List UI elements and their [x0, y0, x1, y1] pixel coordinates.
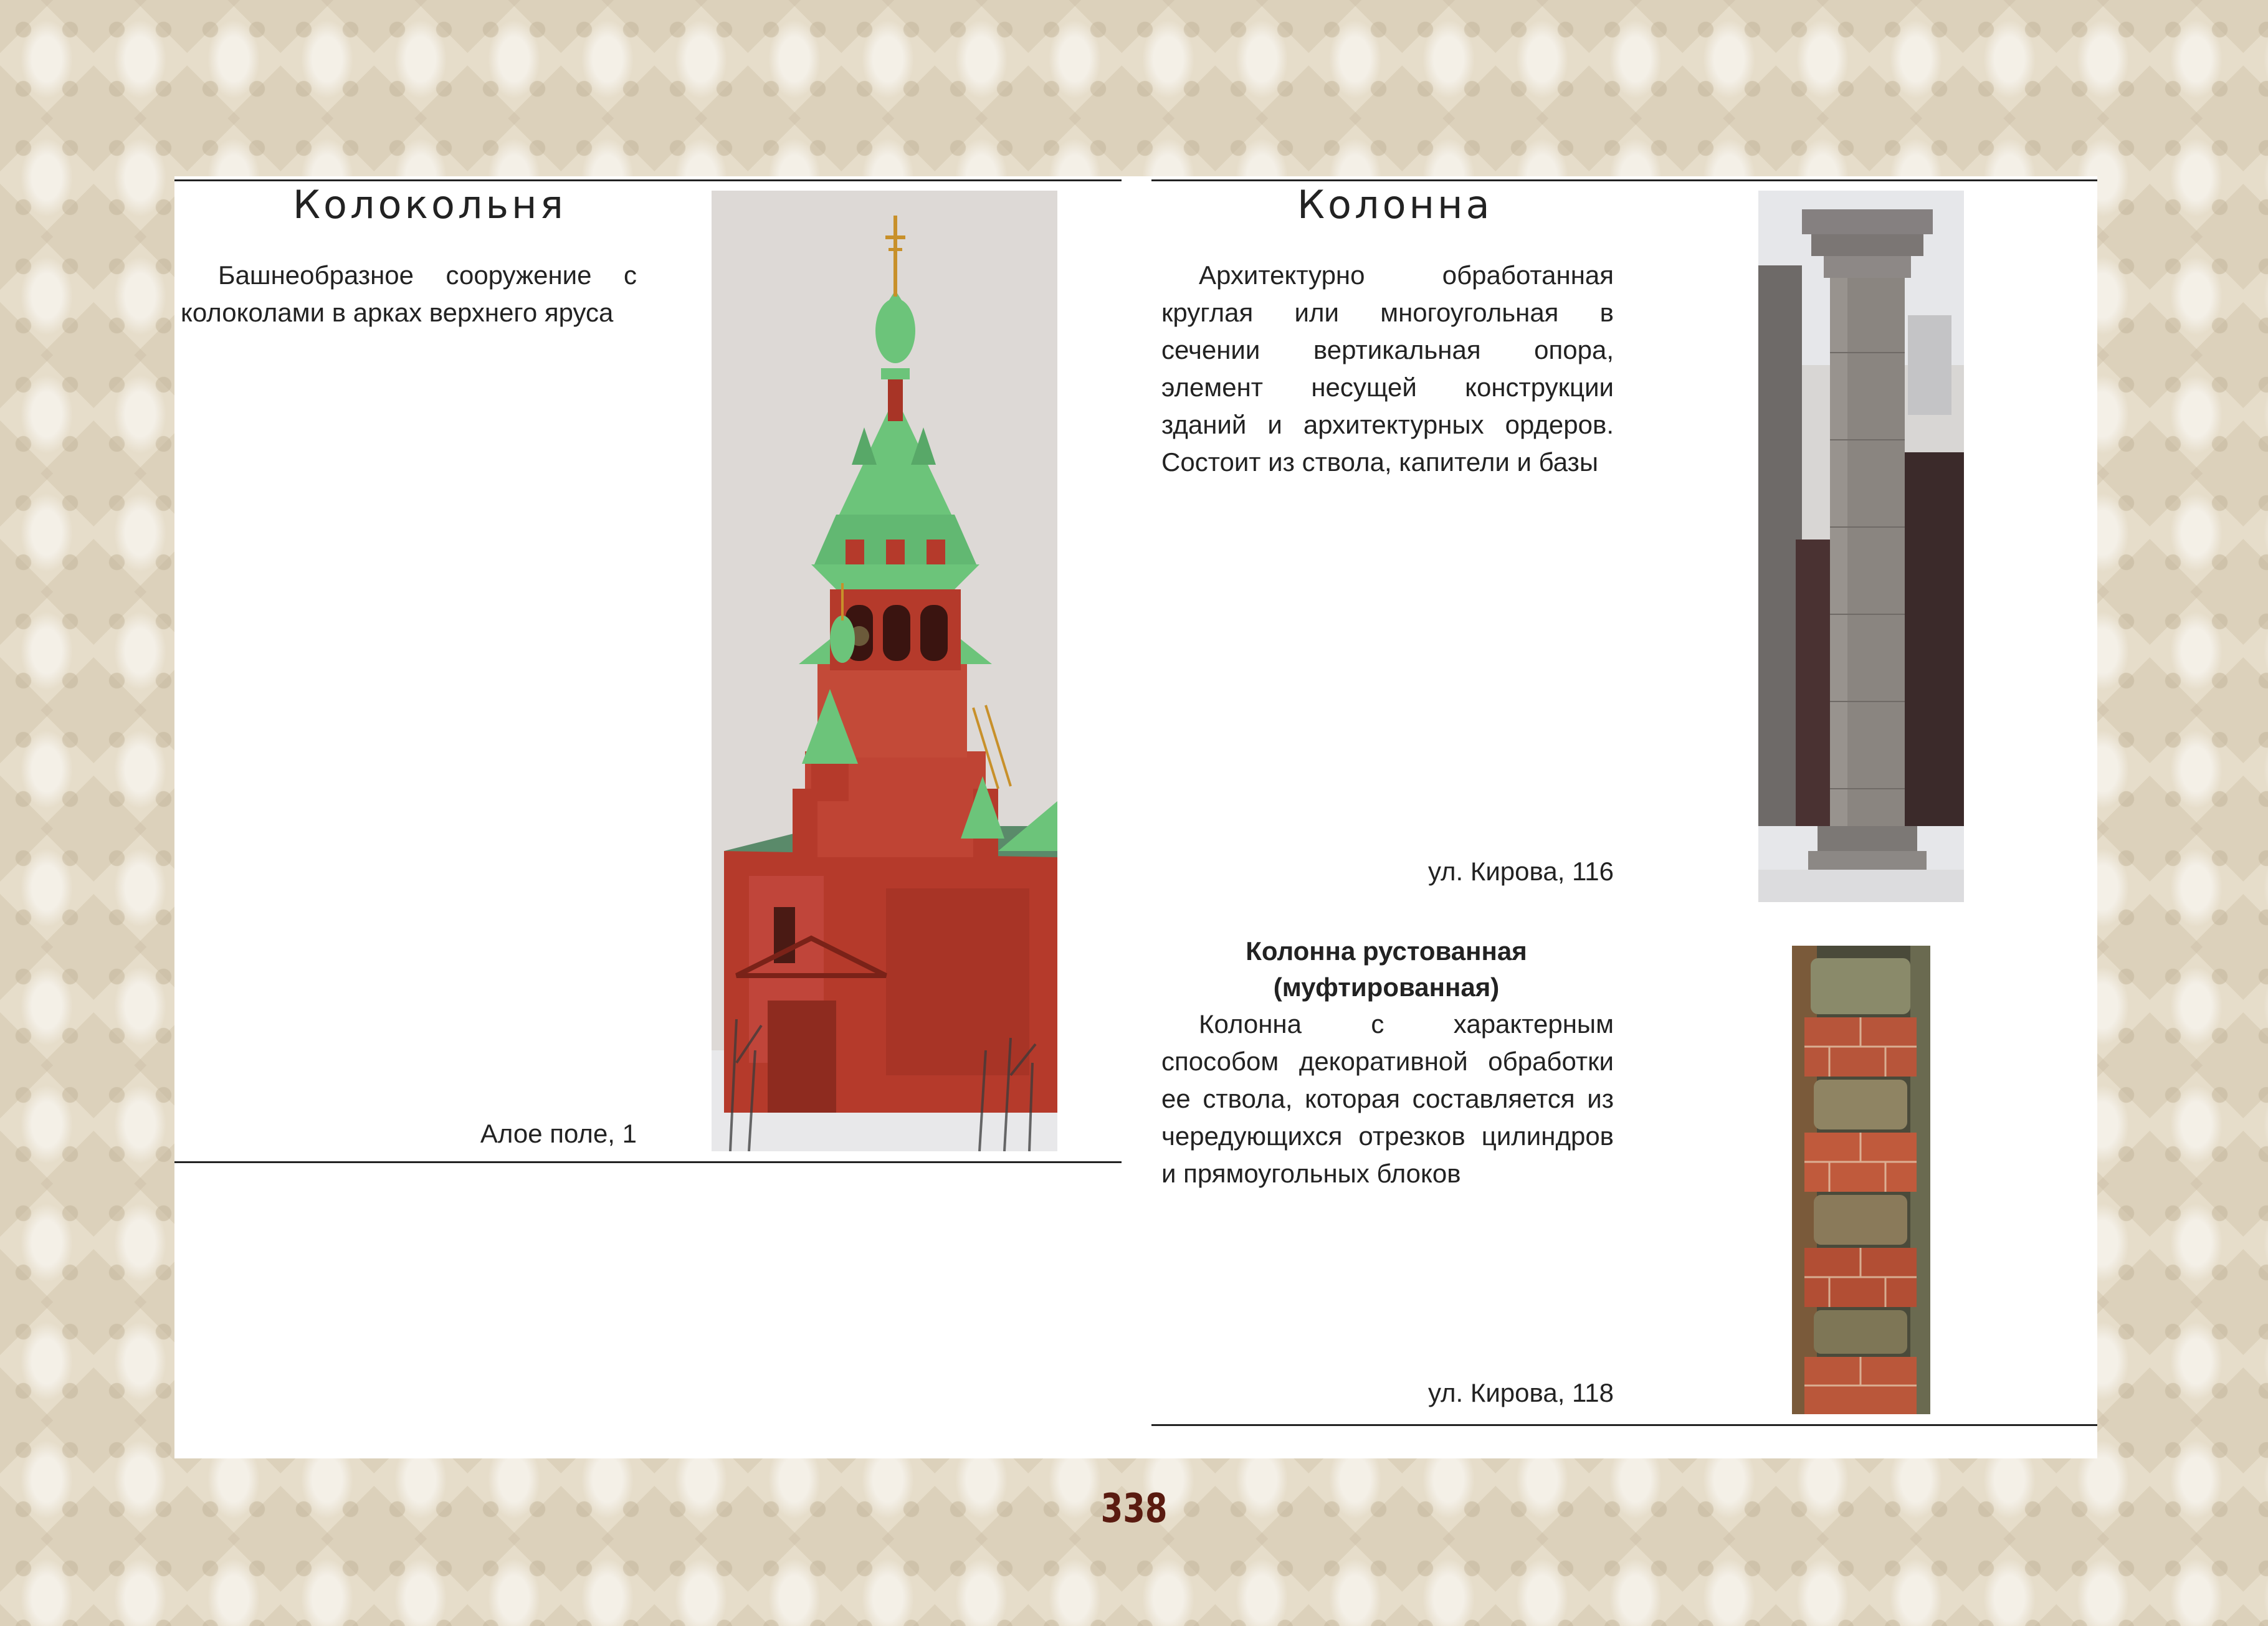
subentry-title-line2: (муфтированная) [1273, 972, 1500, 1002]
page-number: 338 [1100, 1486, 1168, 1532]
subentry-title-line1: Колонна рустованная [1246, 936, 1527, 966]
left-bottom-rule [174, 1161, 1122, 1163]
rusticated-column-photo [1792, 946, 1930, 1414]
left-top-rule [174, 179, 1122, 181]
bell-tower-photo [712, 191, 1057, 1151]
right-top-rule [1151, 179, 2097, 181]
column-photo [1758, 191, 1964, 902]
right-bottom-rule [1151, 1424, 2097, 1426]
entry-address-bell-tower: Алое поле, 1 [480, 1119, 637, 1148]
subentry-address: ул. Кирова, 118 [1427, 1378, 1614, 1407]
entry-description-column: Архитектурно обработанная круглая или многоугольная в сечении вертикальная опора, элемент несущей конструкции зданий и архитектурных ордеров. Состоит из ствола, капители и базы [1161, 260, 1614, 477]
entry-title-column: Колонна [1297, 182, 1493, 227]
subentry-description: Колонна с характерным способом декоративной обработки ее ствола, которая составляется из чередующихся отрезков цилиндров и прямоугольных блоков [1161, 1009, 1614, 1188]
entry-title-bell-tower: Колокольня [293, 182, 566, 227]
entry-description-bell-tower: Башнеобразное сооружение с колоколами в арках верхнего яруса [181, 260, 637, 327]
entry-address-column: ул. Кирова, 116 [1427, 857, 1614, 886]
